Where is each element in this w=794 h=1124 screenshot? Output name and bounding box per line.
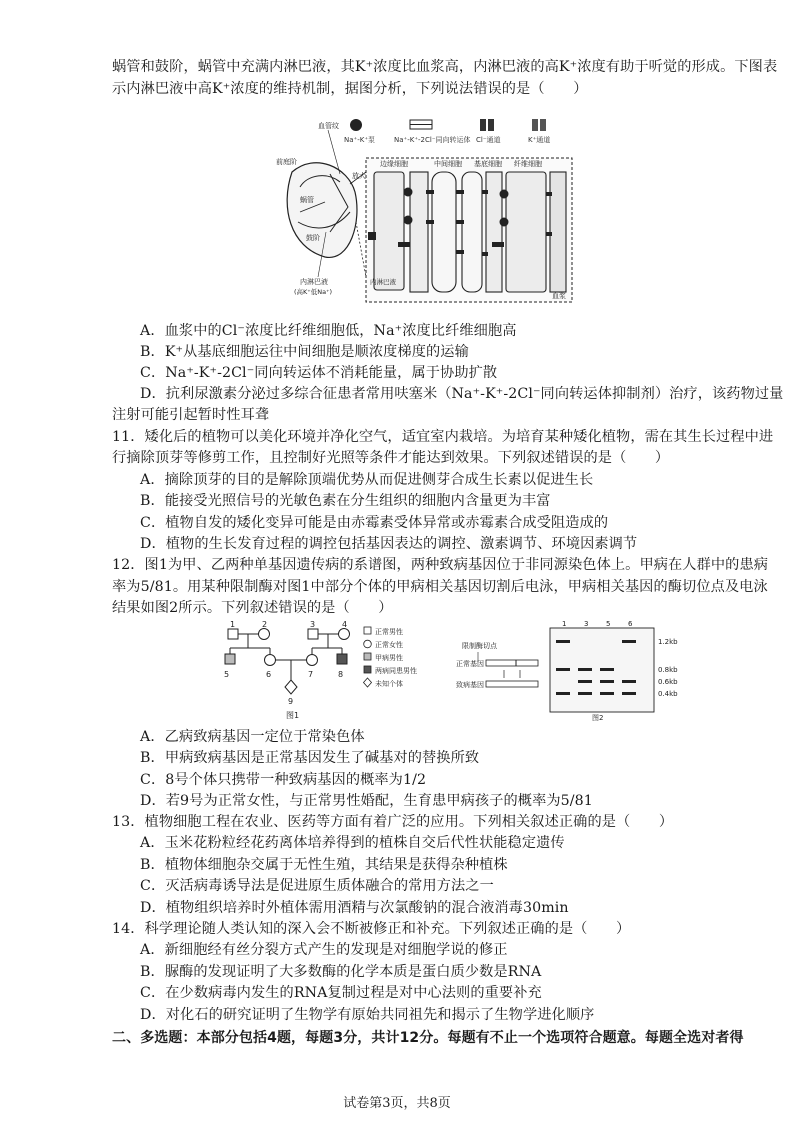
q12-figure2-electrophoresis bbox=[456, 618, 700, 724]
svg-text:(高K⁺低Na⁺): (高K⁺低Na⁺) bbox=[294, 288, 333, 296]
individual-2 bbox=[259, 629, 270, 640]
legend-cotransporter bbox=[394, 120, 471, 144]
individual-6 bbox=[265, 655, 276, 666]
q10-stem-line1: 蜗管和鼓阶，蜗管中充满内淋巴液，其K⁺浓度比血浆高，内淋巴液的高K⁺浓度有助于听觉的形成。下图表 bbox=[112, 59, 778, 75]
individual-4 bbox=[339, 629, 350, 640]
legend-cl-channel bbox=[476, 119, 501, 144]
svg-text:内淋巴液: 内淋巴液 bbox=[300, 278, 328, 286]
size-1-2kb: 1.2kb bbox=[658, 638, 678, 646]
q13-option-b: B．植物体细胞杂交属于无性生殖，其结果是获得杂种植株 bbox=[140, 857, 508, 873]
q13-stem: 13．植物细胞工程在农业、医药等方面有着广泛的应用。下列相关叙述正确的是（ ） bbox=[112, 814, 674, 830]
legend-na-k-pump bbox=[344, 119, 375, 144]
svg-text:图2: 图2 bbox=[592, 714, 604, 722]
q13-option-d: D．植物组织培养时外植体需用酒精与次氯酸钠的混合液消毒30min bbox=[140, 900, 569, 916]
svg-text:血管纹: 血管纹 bbox=[318, 122, 339, 130]
svg-text:2: 2 bbox=[262, 620, 268, 629]
svg-text:限制酶切点: 限制酶切点 bbox=[462, 642, 497, 650]
q10-figure bbox=[270, 112, 590, 318]
svg-text:图1: 图1 bbox=[286, 711, 300, 720]
svg-text:Na⁺-K⁺-2Cl⁻同向转运体: Na⁺-K⁺-2Cl⁻同向转运体 bbox=[394, 136, 471, 144]
legend-normal-female: 正常女性 bbox=[375, 641, 403, 649]
individual-7 bbox=[307, 655, 318, 666]
size-0-8kb: 0.8kb bbox=[658, 666, 678, 674]
individual-1 bbox=[228, 629, 238, 639]
q11-option-d: D．植物的生长发育过程的调控包括基因表达的调控、激素调节、环境因素调节 bbox=[140, 536, 638, 552]
label-plasma: 血浆 bbox=[552, 292, 566, 300]
q11-stem-line2: 行摘除顶芽等修剪工作，且控制好光照等条件才能达到效果。下列叙述错误的是（ ） bbox=[112, 450, 670, 466]
q14-option-d: D．对化石的研究证明了生物学有原始共同祖先和揭示了生物学进化顺序 bbox=[140, 1007, 595, 1023]
svg-text:放大: 放大 bbox=[352, 172, 366, 180]
q14-option-b: B．脲酶的发现证明了大多数酶的化学本质是蛋白质少数是RNA bbox=[140, 964, 542, 980]
q12-option-b: B．甲病致病基因是正常基因发生了碱基对的替换所致 bbox=[140, 750, 480, 766]
label-intermediate-cell: 中间细胞 bbox=[434, 160, 462, 168]
svg-text:5: 5 bbox=[224, 670, 230, 679]
individual-8 bbox=[337, 654, 347, 664]
lane-label-1: 1 bbox=[562, 620, 567, 628]
legend-normal-male: 正常男性 bbox=[375, 628, 403, 636]
svg-text:3: 3 bbox=[310, 620, 316, 629]
svg-text:9: 9 bbox=[288, 697, 294, 706]
page-footer: 试卷第3页，共8页 bbox=[343, 1096, 451, 1111]
individual-9 bbox=[285, 680, 297, 694]
q10-option-d: D．抗利尿激素分泌过多综合征患者常用呋塞米（Na⁺-K⁺-2Cl⁻同向转运体抑制剂）治疗，该药物过量 bbox=[140, 386, 784, 402]
q12-figure1-pedigree bbox=[212, 618, 442, 724]
q14-option-c: C．在少数病毒内发生的RNA复制过程是对中心法则的重要补充 bbox=[140, 985, 542, 1001]
lane-label-5: 5 bbox=[606, 620, 611, 628]
svg-text:K⁺通道: K⁺通道 bbox=[528, 136, 551, 144]
legend-unknown: 未知个体 bbox=[375, 680, 403, 688]
q10-option-c: C．Na⁺-K⁺-2Cl⁻同向转运体不消耗能量，属于协助扩散 bbox=[140, 365, 498, 381]
svg-text:正常基因: 正常基因 bbox=[456, 660, 484, 668]
q10-stem-line2: 示内淋巴液中高K⁺浓度的维持机制，据图分析，下列说法错误的是（ ） bbox=[112, 81, 588, 97]
svg-text:致病基因: 致病基因 bbox=[456, 681, 484, 689]
cochlea-diagram bbox=[276, 121, 357, 296]
svg-text:6: 6 bbox=[266, 670, 272, 679]
svg-text:Cl⁻通道: Cl⁻通道 bbox=[476, 136, 501, 144]
svg-text:4: 4 bbox=[342, 620, 348, 629]
svg-text:8: 8 bbox=[338, 670, 344, 679]
q12-option-c: C．8号个体只携带一种致病基因的概率为1/2 bbox=[140, 772, 427, 788]
q11-option-b: B．能接受光照信号的光敏色素在分生组织的细胞内含量更为丰富 bbox=[140, 493, 551, 509]
svg-text:前庭阶: 前庭阶 bbox=[276, 158, 297, 166]
q13-option-a: A．玉米花粉粒经花药离体培养得到的植株自交后代性状能稳定遗传 bbox=[140, 835, 565, 851]
q10-option-a: A．血浆中的Cl⁻浓度比纤维细胞低，Na⁺浓度比纤维细胞高 bbox=[140, 323, 517, 339]
q11-option-c: C．植物自发的矮化变异可能是由赤霉素受体异常或赤霉素合成受阻造成的 bbox=[140, 515, 609, 531]
label-fibrocyte: 纤维细胞 bbox=[514, 160, 542, 168]
lane-label-6: 6 bbox=[628, 620, 633, 628]
q12-stem-line2: 率为5/81。用某种限制酶对图1中部分个体的甲病相关基因切割后电泳，甲病相关基因的酶切位点及电泳 bbox=[112, 579, 768, 595]
section2-heading: 二、多选题：本部分包括4题，每题3分，共计12分。每题有不止一个选项符合题意。每题全选对者得 bbox=[112, 1030, 744, 1046]
q11-option-a: A．摘除顶芽的目的是解除顶端优势从而促进侧芽合成生长素以促进生长 bbox=[140, 472, 594, 488]
svg-text:7: 7 bbox=[308, 670, 314, 679]
label-basal-cell: 基底细胞 bbox=[474, 160, 502, 168]
label-inner-endolymph: 内淋巴液 bbox=[370, 278, 396, 286]
legend-disease-a-male: 甲病男性 bbox=[375, 654, 403, 662]
q12-stem-line3: 结果如图2所示。下列叙述错误的是（ ） bbox=[112, 600, 393, 616]
label-marginal-cell: 边缘细胞 bbox=[380, 160, 408, 168]
q13-option-c: C．灭活病毒诱导法是促进原生质体融合的常用方法之一 bbox=[140, 878, 494, 894]
individual-3 bbox=[308, 629, 318, 639]
q14-stem: 14．科学理论随人类认知的深入会不断被修正和补充。下列叙述正确的是（ ） bbox=[112, 921, 631, 937]
q12-option-a: A．乙病致病基因一定位于常染色体 bbox=[140, 729, 365, 745]
svg-text:鼓阶: 鼓阶 bbox=[306, 234, 320, 242]
q14-option-a: A．新细胞经有丝分裂方式产生的发现是对细胞学说的修正 bbox=[140, 942, 508, 958]
svg-text:Na⁺-K⁺泵: Na⁺-K⁺泵 bbox=[344, 136, 376, 144]
svg-text:1: 1 bbox=[230, 620, 236, 629]
q12-option-d: D．若9号为正常女性，与正常男性婚配，生育患甲病孩子的概率为5/81 bbox=[140, 793, 593, 809]
size-0-4kb: 0.4kb bbox=[658, 690, 678, 698]
cell-layer bbox=[374, 172, 566, 292]
legend-k-channel bbox=[528, 119, 550, 144]
q12-stem-line1: 12．图1为甲、乙两种单基因遗传病的系谱图，两种致病基因位于非同源染色体上。甲病在人群中的患病 bbox=[112, 557, 769, 573]
q11-stem-line1: 11．矮化后的植物可以美化环境并净化空气，适宜室内栽培。为培育某种矮化植物，需在其生长过程中进 bbox=[112, 429, 774, 445]
size-0-6kb: 0.6kb bbox=[658, 678, 678, 686]
q10-option-b: B．K⁺从基底细胞运往中间细胞是顺浓度梯度的运输 bbox=[140, 344, 469, 360]
individual-5 bbox=[225, 654, 235, 664]
svg-text:蜗管: 蜗管 bbox=[300, 196, 314, 204]
legend-both-disease-male: 两病同患男性 bbox=[375, 667, 417, 675]
lane-label-3: 3 bbox=[584, 620, 589, 628]
q10-option-d-cont: 注射可能引起暂时性耳聋 bbox=[112, 407, 270, 423]
